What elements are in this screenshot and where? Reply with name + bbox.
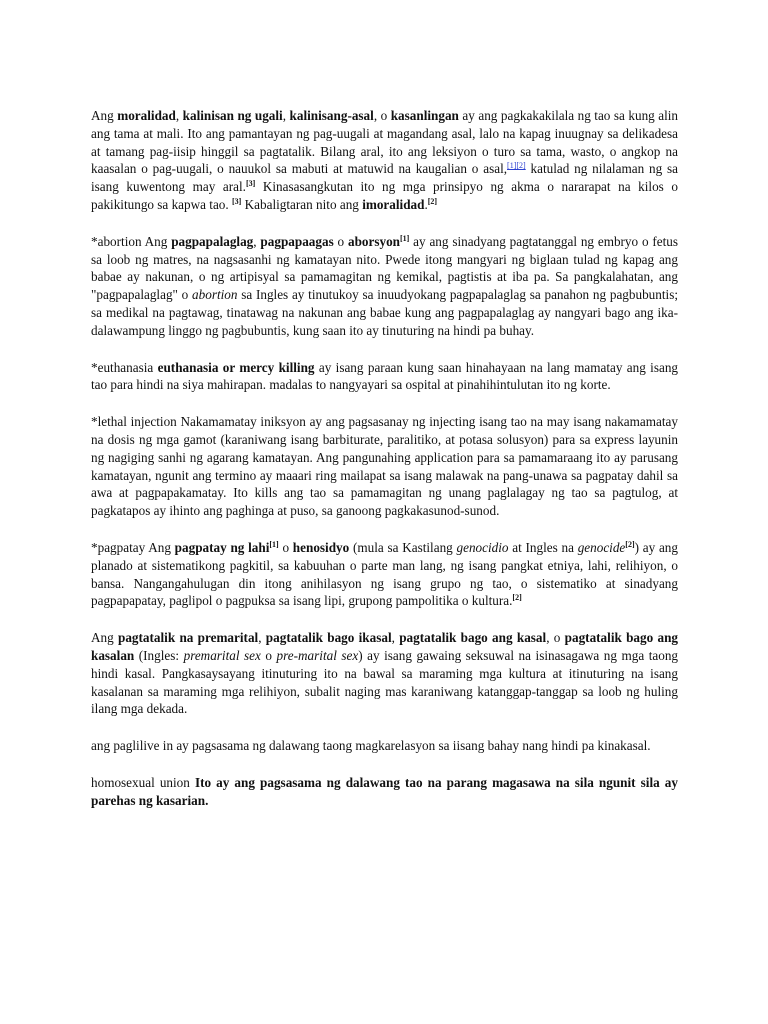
citation: [1] bbox=[400, 233, 410, 243]
term-aborsyon: aborsyon bbox=[347, 233, 401, 249]
term-pre-marital-sex: pre-marital sex bbox=[276, 647, 359, 663]
text: o bbox=[333, 233, 348, 249]
text: , o bbox=[373, 108, 391, 123]
citation: [2] bbox=[512, 593, 522, 603]
text: (Ingles: bbox=[134, 647, 184, 663]
text: ang paglilive in ay pagsasama ng dalawang taong magkarelasyon sa iisang bahay nang hindi pa kinakasal. bbox=[91, 738, 651, 754]
term-kasanlingan: kasanlingan bbox=[390, 108, 459, 123]
term-pagpapaagas: pagpapaagas bbox=[260, 233, 334, 249]
text: ay ang sinadyang pagtatanggal ng embryo o fetus sa loob ng matres, na nagsasanhi ng kamatayan nito. Pwede itong mangyari ng biglaan tulad ng kapag ang babae ay nakunan, o ng artipisyal sa pamamagitan ng kemikal, pagtistis at iba pa. Sa pangkalahatan, ang "pagpapalaglag" o bbox=[91, 233, 679, 303]
text: *lethal injection Nakamamatay iniksyon ay ang pagsasanay ng injecting isang tao na may isang nakamamatay na dosis ng mga gamot (karaniwang isang barbiturate, paralitiko, at potasa solusyon) para sa express layunin ng nagiging sanhi ng agarang kamatayan. Ang pangunahing application para sa pamamaraang ito ay parusang kamatayan, ngunit ang termino ay maaari ring mailapat sa isang malawak na pang-unawa sa pagpatay dahil sa awa at pagpapakamatay. Ito kills ang tao sa pamamagitan ng unang paglalagay ng tao sa pagtulog, at pagkatapos ay ihinto ang paghinga at puso, sa ganoong pagkakasunod-sunod. bbox=[91, 414, 678, 519]
text: homosexual union bbox=[91, 774, 195, 790]
term-pagpatay-ng-lahi: pagpatay ng lahi bbox=[174, 539, 270, 555]
citation: [2] bbox=[427, 196, 438, 206]
text: *pagpatay Ang bbox=[91, 539, 175, 555]
text: sa Ingles ay tinutukoy sa inuudyokang pagpapalaglag sa panahon ng pagbubuntis; sa medikal na pagtawag, tinatawag na nakunan ang babae kung ang pagpapalaglag ay nangyari bago ang ika-dalawampung linggo ng pagbubuntis, kung saan ito ay tinuturing na hindi pa buhay. bbox=[91, 287, 678, 338]
text: , bbox=[258, 630, 266, 646]
text: at Ingles na bbox=[508, 539, 578, 555]
citation: [3] bbox=[232, 196, 242, 206]
text: *euthanasia bbox=[91, 359, 158, 375]
text: o bbox=[278, 539, 293, 555]
term-pagpapalaglag: pagpapalaglag bbox=[171, 233, 254, 249]
text: , bbox=[391, 630, 400, 646]
term-premarital-sex: premarital sex bbox=[183, 647, 261, 663]
term-pagtatalik-bago-ang-kasal: pagtatalik bago ang kasal bbox=[399, 630, 547, 646]
paragraph-moralidad bbox=[91, 107, 678, 214]
term-moralidad: moralidad bbox=[117, 108, 176, 123]
text: ay ang pagkakakilala ng tao sa kung alin ang tama at mali. Ito ang pamantayan ng pag-uugali at magandang asal, lalo na kapag inuugnay sa delikadesa at tamang pag-iisip hinggil sa pagtatalik. Bilang aral, ito ang leksiyon o turo sa tama, wasto, o angkop na kaasalan o pag-uugali, o nauukol sa mabuti at matuwid na kaugalian o asal, bbox=[91, 108, 679, 177]
paragraph-homosexual-union bbox=[91, 774, 678, 810]
term-kalinisang-asal: kalinisang-asal bbox=[289, 108, 374, 123]
text: , bbox=[282, 108, 290, 123]
term-euthanasia: euthanasia or mercy killing bbox=[157, 359, 315, 375]
paragraph-pagpatay bbox=[91, 539, 678, 610]
text: , bbox=[253, 233, 261, 249]
term-pagtatalik-bago-ang-kasalan: pagtatalik bago ang kasalan bbox=[91, 630, 679, 663]
text: , o bbox=[546, 630, 565, 646]
term-imoralidad: imoralidad bbox=[362, 196, 425, 212]
term-kalinisan-ng-ugali: kalinisan ng ugali bbox=[182, 108, 283, 123]
text: katulad ng nilalaman ng sa isang kuwentong may aral. bbox=[91, 161, 678, 195]
citation-link[interactable]: [1][2] bbox=[507, 161, 526, 171]
text: (mula sa Kastilang bbox=[349, 539, 457, 555]
paragraph-euthanasia bbox=[91, 359, 678, 395]
citation: [1] bbox=[269, 539, 279, 549]
paragraph-lethal-injection bbox=[91, 413, 678, 520]
text: . bbox=[424, 196, 428, 212]
text: Kabaligtaran nito ang bbox=[241, 196, 363, 212]
text: Ang bbox=[91, 108, 118, 123]
term-pagtatalik-na-premarital: pagtatalik na premarital bbox=[118, 630, 259, 646]
term-genocidio: genocidio bbox=[456, 539, 509, 555]
text: *abortion Ang bbox=[91, 233, 172, 249]
term-homosexual-union-definition: Ito ay ang pagsasama ng dalawang tao na parang magasawa na sila ngunit sila ay parehas ng kasarian. bbox=[91, 774, 678, 808]
paragraph-abortion bbox=[91, 233, 678, 340]
text: o bbox=[260, 647, 277, 663]
paragraph-live-in bbox=[91, 737, 678, 755]
text: ay isang paraan kung saan hinahayaan na lang mamatay ang isang tao para hindi na siya mahirapan. madalas to nangyayari sa ospital at pinahihintulutan ito ng korte. bbox=[91, 359, 679, 393]
text: ) ay isang gawaing seksuwal na isinasagawa ng mga taong hindi kasal. Pangkasaysayang itinuturing ito na bawal sa maraming mga kultura at itinuturing na isang kasalanan sa maraming mga relihiyon, subalit naging mas karaniwang katanggap-tanggap sa loob ng huling ilang mga dekada. bbox=[91, 647, 679, 717]
paragraph-premarital bbox=[91, 629, 678, 718]
term-henosidyo: henosidyo bbox=[292, 539, 350, 555]
term-abortion-italic: abortion bbox=[192, 287, 238, 303]
text: ) ay ang planado at sistematikong pagkitil, sa kabuuhan o parte man lang, ng isang pangkat etniya, lahi, relihiyon, o bansa. Nangangahulugan din itong anihilasyon ng isang grupo ng tao, o sistematiko at sinadyang pagpapapatay, paglipol o pagpuksa sa isang lipi, grupong pampolitika o kultura. bbox=[91, 539, 678, 609]
citation: [3] bbox=[245, 179, 256, 189]
term-pagtatalik-bago-ikasal: pagtatalik bago ikasal bbox=[265, 630, 392, 646]
text: , bbox=[175, 108, 183, 123]
text: Ang bbox=[91, 630, 118, 646]
term-genocide: genocide bbox=[577, 539, 626, 555]
citation: [2] bbox=[625, 539, 635, 549]
text: Kinasasangkutan ito ng mga prinsipyo ng akma o nararapat na kilos o pakikitungo sa kapwa tao. bbox=[91, 179, 678, 212]
